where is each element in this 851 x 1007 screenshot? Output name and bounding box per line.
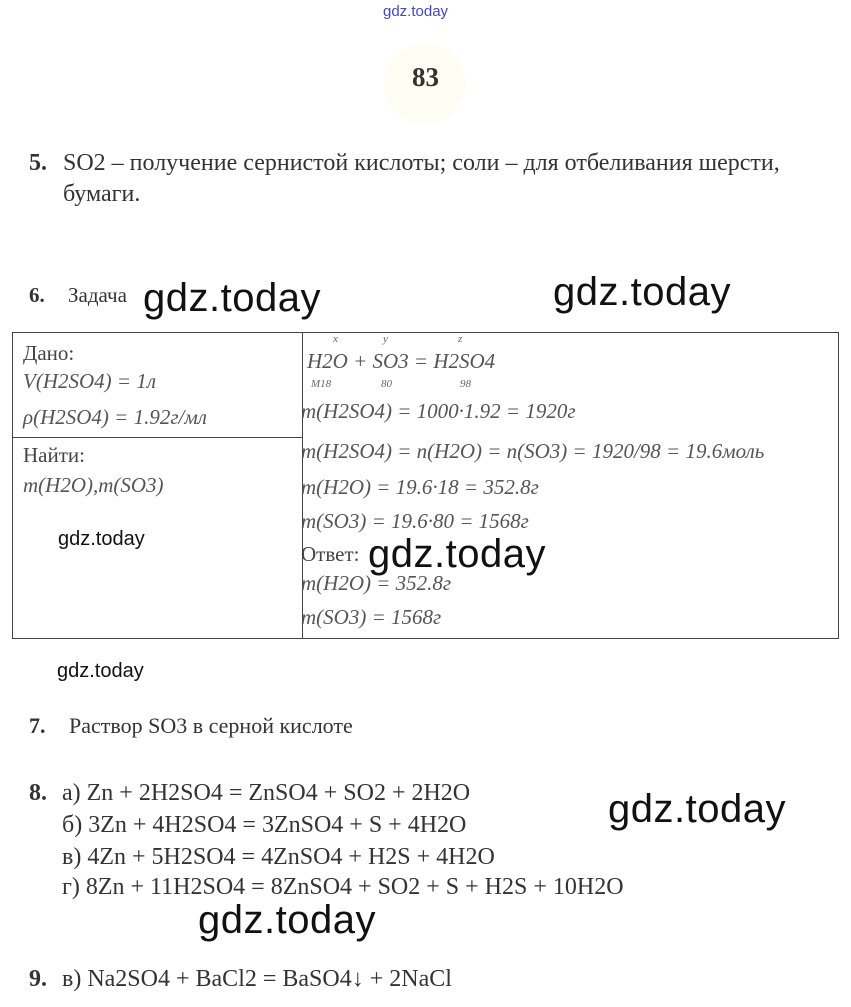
watermark: gdz.today (608, 787, 786, 831)
watermark: gdz.today (58, 528, 145, 550)
watermark: gdz.today (553, 270, 731, 314)
equation-over-y: y (383, 333, 388, 345)
given-density: ρ(H2SO4) = 1.92г/мл (23, 405, 207, 429)
answer-so3: m(SO3) = 1568г (301, 605, 442, 629)
equation-formula: H2O + SO3 = H2SO4 (307, 349, 496, 373)
task9-number: 9. (29, 966, 47, 992)
watermark: gdz.today (143, 276, 321, 320)
equation-over-z: z (458, 333, 463, 345)
step-mass-acid: m(H2SO4) = 1000·1.92 = 1920г (301, 399, 576, 423)
page-number: 83 (412, 62, 439, 92)
equation-over-x: x (333, 333, 338, 345)
watermark: gdz.today (198, 898, 376, 942)
step-mass-water: m(H2O) = 19.6·18 = 352.8г (301, 475, 539, 499)
find-label: Найти: (23, 443, 85, 467)
task8-line-b: б) 3Zn + 4H2SO4 = 3ZnSO4 + S + 4H2O (62, 812, 467, 838)
task7-number: 7. (29, 713, 46, 738)
answer-water: m(H2O) = 352.8г (301, 571, 452, 595)
step-moles: m(H2SO4) = n(H2O) = n(SO3) = 1920/98 = 19.6моль (301, 439, 765, 463)
task7-text: Раствор SO3 в серной кислоте (69, 713, 353, 738)
task8-line-d: г) 8Zn + 11H2SO4 = 8ZnSO4 + SO2 + S + H2S + 10H2O (62, 874, 624, 900)
task8-number: 8. (29, 780, 47, 806)
watermark: gdz.today (57, 660, 144, 682)
task5-line1: SO2 – получение сернистой кислоты; соли – для отбеливания шерсти, (63, 150, 780, 176)
task6-number: 6. (29, 283, 45, 307)
task6-solution-table (12, 332, 839, 639)
task8-line-a: а) Zn + 2H2SO4 = ZnSO4 + SO2 + 2H2O (62, 780, 471, 806)
watermark: gdz.today (368, 532, 546, 576)
table-row-divider (13, 437, 302, 438)
task8-line-c: в) 4Zn + 5H2SO4 = 4ZnSO4 + H2S + 4H2O (62, 844, 495, 870)
answer-label: Ответ: (301, 542, 360, 566)
find-value: m(H2O),m(SO3) (23, 473, 164, 497)
step-mass-so3: m(SO3) = 19.6·80 = 1568г (301, 509, 529, 533)
equation-under-h2so4: 98 (460, 378, 471, 390)
task6-title: Задача (68, 283, 127, 307)
watermark-top: gdz.today (383, 3, 449, 20)
task5-number: 5. (29, 150, 47, 176)
task5-line2: бумаги. (63, 181, 141, 207)
task9-text: в) Na2SO4 + BaCl2 = BaSO4↓ + 2NaCl (62, 966, 452, 992)
given-label: Дано: (23, 341, 75, 365)
given-volume: V(H2SO4) = 1л (23, 369, 156, 393)
equation-under-h2o: M18 (311, 378, 332, 390)
equation-under-so3: 80 (381, 378, 392, 390)
